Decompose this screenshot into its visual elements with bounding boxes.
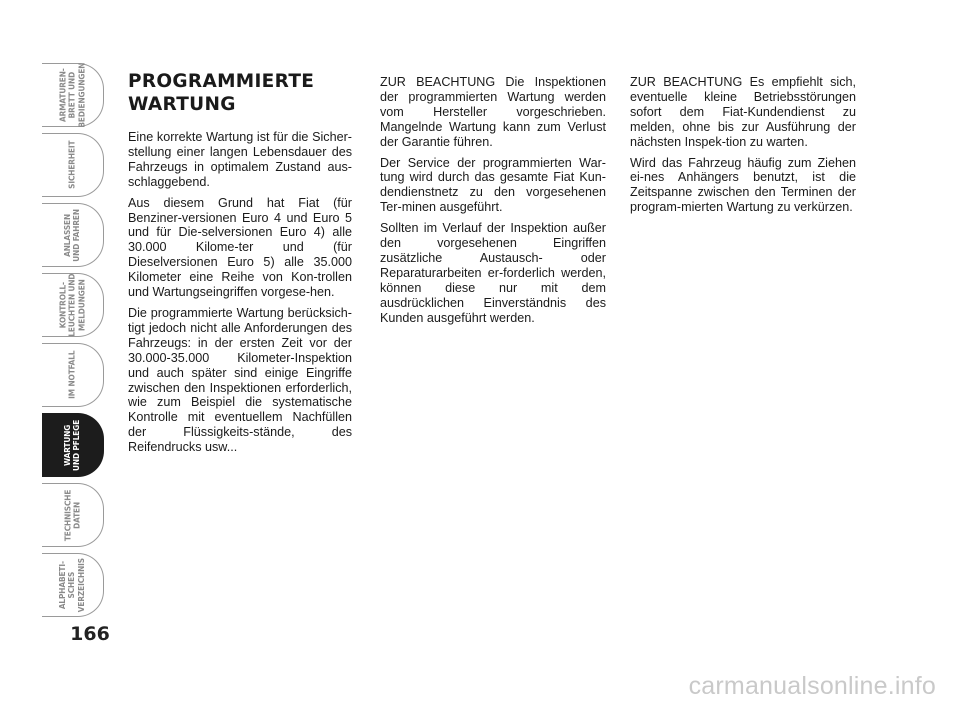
heading-text: PROGRAMMIERTE WARTUNG [128, 71, 315, 115]
paragraph: Die programmierte Wartung berücksich-tigt jedoch nicht alle Anforderungen des Fahrzeugs: in der ersten Zeit vor der 30.000-35.000 Kilometer-Inspektion und auch später sind einige Eingriffe zwischen den Inspektionen erforderlich, wie zum Beispiel die systematische Kontrolle mit eventuellem Nachfüllen der Flüssigkeits-stände, des Reifendrucks usw... [128, 305, 352, 455]
page-number: 166 [70, 623, 110, 645]
paragraph: Der Service der programmierten War-tung wird durch das gesamte Fiat Kun-dendienstnetz zu den vorgesehenen Ter-minen ausgeführt. [380, 155, 606, 215]
tab-im-notfall[interactable] [42, 343, 104, 407]
tab-armaturenbrett[interactable] [42, 63, 104, 127]
tab-label: WARTUNG UND PFLEGE [62, 419, 82, 471]
text-column-3 [630, 75, 856, 221]
tab-label: KONTROLL- LEUCHTEN UND MELDUNGEN [57, 273, 87, 337]
tab-anlassen-und-fahren[interactable] [42, 203, 104, 267]
section-heading [128, 70, 352, 116]
tab-label: ARMATUREN- BRETT UND BEDIENGUNGEN [57, 62, 87, 128]
paragraph: ZUR BEACHTUNG Es empfiehlt sich, eventuelle kleine Betriebsstörungen sofort dem Fiat-Kundendienst zu melden, ohne bis zur Ausführung der nächsten Inspek-tion zu warten. [630, 75, 856, 149]
tab-label: IM NOTFALL [66, 350, 77, 400]
paragraph: Eine korrekte Wartung ist für die Sicher-stellung einer langen Lebensdauer des Fahrzeugs in optimalem Zustand aus-schlaggebend. [128, 130, 352, 189]
text-column-2 [380, 75, 606, 332]
tab-alphabetisches-verzeichnis[interactable] [42, 553, 104, 617]
tab-kontrollleuchten[interactable] [42, 273, 104, 337]
tab-wartung-und-pflege[interactable] [42, 413, 104, 477]
paragraph: Sollten im Verlauf der Inspektion außer den vorgesehenen Eingriffen zusätzliche Austausch- oder Reparaturarbeiten er-forderlich werden, können diese nur mit dem ausdrücklichen Einverständnis des Kunden ausgeführt werden. [380, 221, 606, 325]
paragraph: ZUR BEACHTUNG Die Inspektionen der programmierten Wartung werden vom Hersteller vorgeschrieben. Mangelnde Wartung kann zum Verlust der Garantie führen. [380, 75, 606, 149]
tab-technische-daten[interactable] [42, 483, 104, 547]
tab-label: SICHERHEIT [66, 140, 77, 190]
paragraph: Wird das Fahrzeug häufig zum Ziehen ei-nes Anhängers benutzt, ist die Zeitspanne zwischen den Terminen der program-mierten Wartung zu verkürzen. [630, 155, 856, 215]
tab-label: ALPHABETI- SCHES VERZEICHNIS [57, 557, 87, 613]
watermark: carmanualsonline.info [688, 672, 936, 700]
paragraph: Aus diesem Grund hat Fiat (für Benziner-versionen Euro 4 und Euro 5 und für Die-selversionen Euro 4) alle 30.000 Kilome-ter und (für Dieselversionen Euro 5) alle 35.000 Kilometer eine Reihe von Kon-trollen und Wartungseingriffen vorgese-hen. [128, 195, 352, 300]
text-column-1 [128, 70, 352, 461]
tab-label: ANLASSEN UND FAHREN [62, 208, 82, 262]
tab-sicherheit[interactable] [42, 133, 104, 197]
tab-label: TECHNISCHE DATEN [62, 489, 82, 541]
